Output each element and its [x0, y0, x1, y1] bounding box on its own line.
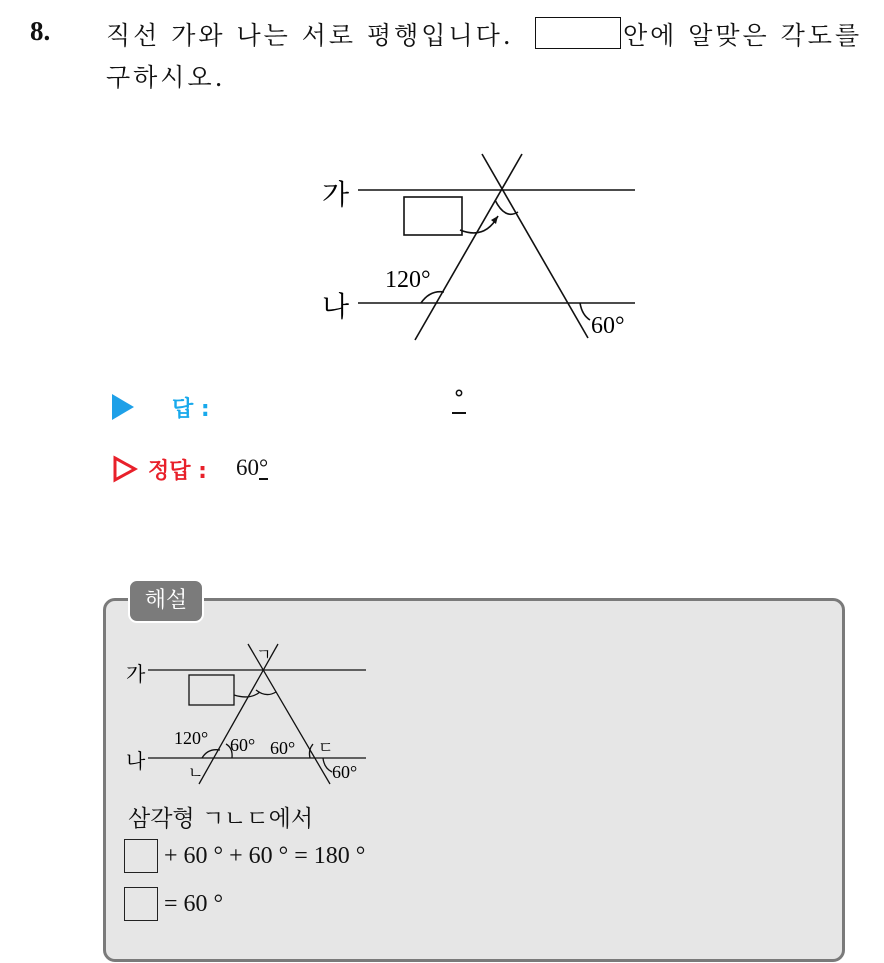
play-arrow-icon [112, 394, 134, 420]
transversal-left [415, 154, 522, 340]
label-angle-60: 60° [591, 313, 625, 339]
answer-degree-mark: ° [453, 387, 465, 412]
solution-box [124, 839, 158, 873]
solution-box [124, 887, 158, 921]
correct-degree-mark: ° [259, 455, 269, 480]
answer-blank-box [535, 17, 621, 49]
solution-figure [118, 640, 378, 790]
correct-answer-value [236, 455, 268, 481]
sol-label-ga: 가 [126, 664, 146, 686]
sol-angle-inner-left: 60° [230, 735, 256, 755]
label-angle-120: 120° [385, 267, 431, 293]
question-text-line2: 구하시오. [106, 63, 226, 92]
sol-vertex-left: ㄴ [188, 765, 204, 782]
question-text-line1: 직선 가와 나는 서로 평행입니다. [106, 21, 514, 50]
transversal-right [482, 154, 588, 338]
angle-pointer-arrow [460, 216, 498, 233]
sol-vertex-top: ㄱ [256, 647, 272, 664]
label-ga: 가 [322, 180, 350, 211]
solution-tag: 해설 [128, 579, 204, 623]
solution-equation: + 60 ° + 60 ° = 180 ° [164, 842, 366, 869]
unknown-angle-box [404, 197, 462, 235]
solution-result: = 60 ° [164, 890, 224, 917]
correct-value-number: 60 [236, 455, 259, 480]
parallel-lines-figure [290, 150, 650, 350]
solution-line2 [124, 839, 365, 873]
angle-arc-120 [421, 292, 444, 303]
solution-line3 [124, 887, 223, 921]
question-text-line1-end: 안에 알맞은 각도를 [623, 21, 863, 50]
correct-answer-label: 정답 : [148, 459, 207, 484]
sol-label-na: 나 [126, 751, 146, 773]
solution-line1: 삼각형 ㄱㄴㄷ에서 [128, 806, 314, 832]
answer-label: 답 : [172, 397, 210, 422]
label-na: 나 [322, 292, 350, 323]
outline-arrow-icon [112, 455, 138, 483]
angle-arc-60 [580, 303, 590, 320]
sol-angle-120: 120° [174, 728, 209, 748]
question-number: 8. [30, 16, 51, 46]
angle-arc-top [495, 200, 518, 214]
sol-angle-inner-right: 60° [270, 738, 296, 758]
sol-angle-outer-right: 60° [332, 762, 358, 782]
sol-vertex-right: ㄷ [318, 740, 334, 757]
